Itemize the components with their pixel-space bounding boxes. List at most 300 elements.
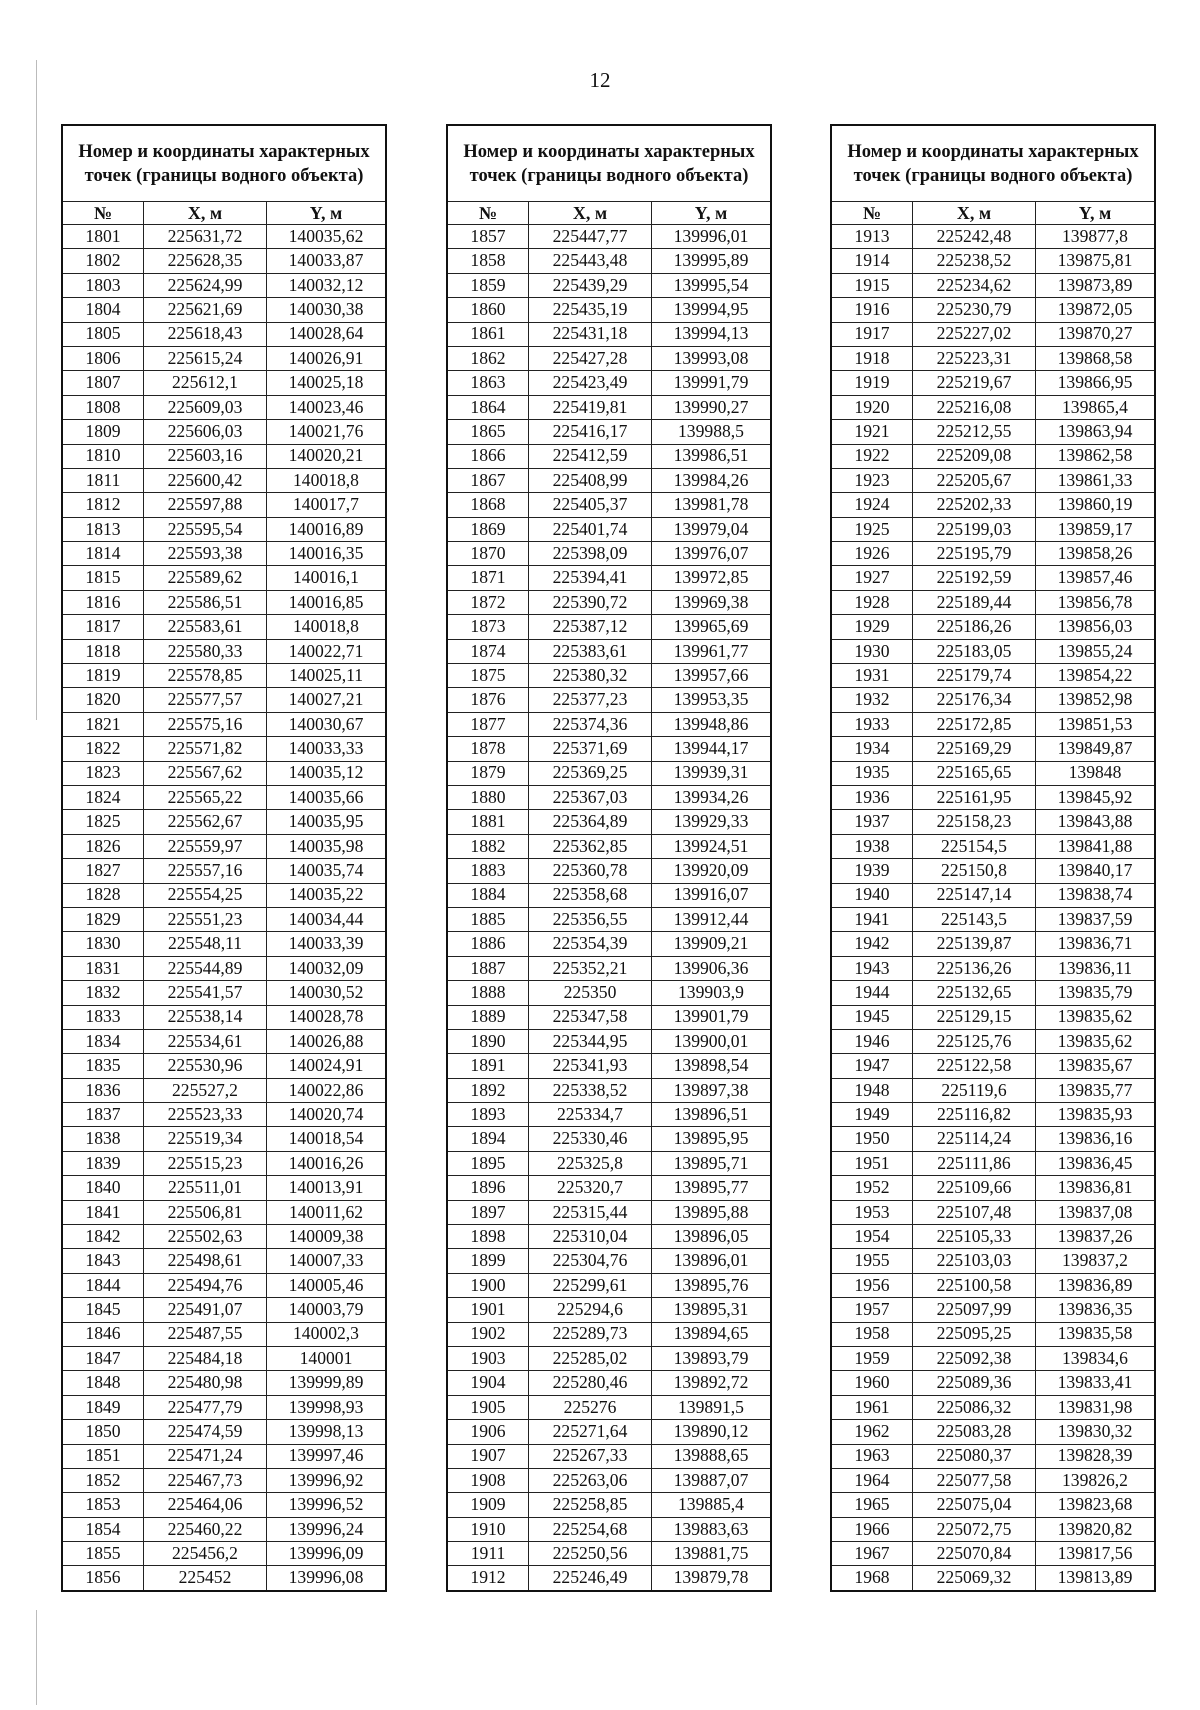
table-row: [447, 810, 771, 834]
y-coordinate-cell: 139912,44: [652, 907, 772, 931]
x-coordinate-cell: 225447,77: [529, 225, 652, 249]
point-number-cell: 1844: [62, 1273, 144, 1297]
x-coordinate-cell: 225341,93: [529, 1054, 652, 1078]
y-coordinate-cell: 139896,51: [652, 1103, 772, 1127]
point-number-cell: 1809: [62, 420, 144, 444]
point-number-cell: 1877: [447, 712, 529, 736]
x-coordinate-cell: 225330,46: [529, 1127, 652, 1151]
table-row: [831, 1200, 1155, 1224]
point-number-cell: 1825: [62, 810, 144, 834]
y-coordinate-cell: 139986,51: [652, 444, 772, 468]
y-coordinate-cell: 139957,66: [652, 664, 772, 688]
x-coordinate-cell: 225408,99: [529, 468, 652, 492]
point-number-cell: 1801: [62, 225, 144, 249]
point-number-cell: 1836: [62, 1078, 144, 1102]
column-header-number: №: [831, 202, 913, 225]
y-coordinate-cell: 140022,86: [267, 1078, 387, 1102]
point-number-cell: 1869: [447, 517, 529, 541]
table-row: [831, 834, 1155, 858]
scan-margin-line: [36, 60, 37, 720]
y-coordinate-cell: 139873,89: [1036, 273, 1156, 297]
table-row: [447, 664, 771, 688]
x-coordinate-cell: 225186,26: [913, 615, 1036, 639]
point-number-cell: 1852: [62, 1468, 144, 1492]
x-coordinate-cell: 225258,85: [529, 1493, 652, 1517]
column-header-y: Y, м: [267, 202, 387, 225]
y-coordinate-cell: 140035,62: [267, 225, 387, 249]
table-row: [831, 1298, 1155, 1322]
y-coordinate-cell: 140016,1: [267, 566, 387, 590]
coordinates-table-1: [61, 124, 387, 1592]
point-number-cell: 1882: [447, 834, 529, 858]
point-number-cell: 1880: [447, 785, 529, 809]
x-coordinate-cell: 225369,25: [529, 761, 652, 785]
point-number-cell: 1957: [831, 1298, 913, 1322]
table-row: [62, 444, 386, 468]
table-row: [831, 1103, 1155, 1127]
table-row: [831, 517, 1155, 541]
x-coordinate-cell: 225246,49: [529, 1566, 652, 1591]
x-coordinate-cell: 225597,88: [144, 493, 267, 517]
table-row: [62, 859, 386, 883]
table-row: [831, 249, 1155, 273]
table-row: [62, 1103, 386, 1127]
table-caption: Номер и координаты характерных точек (границы водного объекта): [447, 125, 771, 202]
y-coordinate-cell: 140018,8: [267, 468, 387, 492]
y-coordinate-cell: 140035,98: [267, 834, 387, 858]
table-row: [62, 1542, 386, 1566]
y-coordinate-cell: 139835,62: [1036, 1029, 1156, 1053]
y-coordinate-cell: 140027,21: [267, 688, 387, 712]
x-coordinate-cell: 225103,03: [913, 1249, 1036, 1273]
x-coordinate-cell: 225114,24: [913, 1127, 1036, 1151]
x-coordinate-cell: 225069,32: [913, 1566, 1036, 1591]
y-coordinate-cell: 139841,88: [1036, 834, 1156, 858]
point-number-cell: 1932: [831, 688, 913, 712]
table-row: [447, 1127, 771, 1151]
point-number-cell: 1820: [62, 688, 144, 712]
point-number-cell: 1812: [62, 493, 144, 517]
y-coordinate-cell: 139862,58: [1036, 444, 1156, 468]
x-coordinate-cell: 225567,62: [144, 761, 267, 785]
point-number-cell: 1905: [447, 1395, 529, 1419]
x-coordinate-cell: 225527,2: [144, 1078, 267, 1102]
table-row: [447, 249, 771, 273]
y-coordinate-cell: 139996,24: [267, 1517, 387, 1541]
x-coordinate-cell: 225086,32: [913, 1395, 1036, 1419]
y-coordinate-cell: 139996,01: [652, 225, 772, 249]
x-coordinate-cell: 225548,11: [144, 932, 267, 956]
table-row: [62, 785, 386, 809]
table-row: [62, 907, 386, 931]
table-row: [447, 273, 771, 297]
point-number-cell: 1887: [447, 956, 529, 980]
x-coordinate-cell: 225484,18: [144, 1346, 267, 1370]
y-coordinate-cell: 139896,01: [652, 1249, 772, 1273]
x-coordinate-cell: 225347,58: [529, 1005, 652, 1029]
table-row: [447, 1029, 771, 1053]
table-row: [831, 688, 1155, 712]
point-number-cell: 1903: [447, 1346, 529, 1370]
point-number-cell: 1926: [831, 542, 913, 566]
x-coordinate-cell: 225216,08: [913, 395, 1036, 419]
x-coordinate-cell: 225100,58: [913, 1273, 1036, 1297]
table-row: [447, 1493, 771, 1517]
point-number-cell: 1815: [62, 566, 144, 590]
point-number-cell: 1962: [831, 1420, 913, 1444]
y-coordinate-cell: 139892,72: [652, 1371, 772, 1395]
table-row: [447, 834, 771, 858]
table-row: [831, 1493, 1155, 1517]
table-caption: Номер и координаты характерных точек (границы водного объекта): [831, 125, 1155, 202]
table-row: [831, 956, 1155, 980]
table-row: [447, 688, 771, 712]
table-row: [62, 932, 386, 956]
y-coordinate-cell: 140032,09: [267, 956, 387, 980]
table-row: [62, 590, 386, 614]
x-coordinate-cell: 225362,85: [529, 834, 652, 858]
x-coordinate-cell: 225377,23: [529, 688, 652, 712]
y-coordinate-cell: 139836,11: [1036, 956, 1156, 980]
y-coordinate-cell: 139898,54: [652, 1054, 772, 1078]
x-coordinate-cell: 225498,61: [144, 1249, 267, 1273]
point-number-cell: 1958: [831, 1322, 913, 1346]
point-number-cell: 1908: [447, 1468, 529, 1492]
x-coordinate-cell: 225390,72: [529, 590, 652, 614]
y-coordinate-cell: 139861,33: [1036, 468, 1156, 492]
y-coordinate-cell: 139828,39: [1036, 1444, 1156, 1468]
column-header-x: X, м: [144, 202, 267, 225]
x-coordinate-cell: 225107,48: [913, 1200, 1036, 1224]
point-number-cell: 1870: [447, 542, 529, 566]
y-coordinate-cell: 139994,95: [652, 298, 772, 322]
y-coordinate-cell: 139887,07: [652, 1468, 772, 1492]
point-number-cell: 1883: [447, 859, 529, 883]
point-number-cell: 1947: [831, 1054, 913, 1078]
y-coordinate-cell: 139837,26: [1036, 1225, 1156, 1249]
point-number-cell: 1847: [62, 1346, 144, 1370]
x-coordinate-cell: 225618,43: [144, 322, 267, 346]
y-coordinate-cell: 139852,98: [1036, 688, 1156, 712]
point-number-cell: 1845: [62, 1298, 144, 1322]
point-number-cell: 1866: [447, 444, 529, 468]
point-number-cell: 1884: [447, 883, 529, 907]
y-coordinate-cell: 139879,78: [652, 1566, 772, 1591]
x-coordinate-cell: 225080,37: [913, 1444, 1036, 1468]
point-number-cell: 1931: [831, 664, 913, 688]
y-coordinate-cell: 139979,04: [652, 517, 772, 541]
x-coordinate-cell: 225158,23: [913, 810, 1036, 834]
point-number-cell: 1907: [447, 1444, 529, 1468]
point-number-cell: 1964: [831, 1468, 913, 1492]
x-coordinate-cell: 225116,82: [913, 1103, 1036, 1127]
point-number-cell: 1955: [831, 1249, 913, 1273]
table-row: [62, 883, 386, 907]
x-coordinate-cell: 225119,6: [913, 1078, 1036, 1102]
x-coordinate-cell: 225452: [144, 1566, 267, 1591]
y-coordinate-cell: 140028,78: [267, 1005, 387, 1029]
x-coordinate-cell: 225551,23: [144, 907, 267, 931]
point-number-cell: 1917: [831, 322, 913, 346]
x-coordinate-cell: 225199,03: [913, 517, 1036, 541]
table-row: [447, 1078, 771, 1102]
y-coordinate-cell: 139996,09: [267, 1542, 387, 1566]
x-coordinate-cell: 225172,85: [913, 712, 1036, 736]
y-coordinate-cell: 139895,76: [652, 1273, 772, 1297]
table-row: [831, 225, 1155, 249]
y-coordinate-cell: 139835,93: [1036, 1103, 1156, 1127]
y-coordinate-cell: 140033,87: [267, 249, 387, 273]
point-number-cell: 1901: [447, 1298, 529, 1322]
table-row: [831, 1054, 1155, 1078]
x-coordinate-cell: 225095,25: [913, 1322, 1036, 1346]
x-coordinate-cell: 225480,98: [144, 1371, 267, 1395]
x-coordinate-cell: 225209,08: [913, 444, 1036, 468]
point-number-cell: 1894: [447, 1127, 529, 1151]
y-coordinate-cell: 139837,59: [1036, 907, 1156, 931]
table-row: [447, 1249, 771, 1273]
x-coordinate-cell: 225494,76: [144, 1273, 267, 1297]
table-row: [62, 1249, 386, 1273]
x-coordinate-cell: 225439,29: [529, 273, 652, 297]
y-coordinate-cell: 139929,33: [652, 810, 772, 834]
table-row: [62, 395, 386, 419]
table-row: [447, 1566, 771, 1591]
x-coordinate-cell: 225427,28: [529, 346, 652, 370]
point-number-cell: 1857: [447, 225, 529, 249]
point-number-cell: 1885: [447, 907, 529, 931]
y-coordinate-cell: 140018,54: [267, 1127, 387, 1151]
x-coordinate-cell: 225161,95: [913, 785, 1036, 809]
point-number-cell: 1860: [447, 298, 529, 322]
x-coordinate-cell: 225593,38: [144, 542, 267, 566]
x-coordinate-cell: 225219,67: [913, 371, 1036, 395]
point-number-cell: 1835: [62, 1054, 144, 1078]
x-coordinate-cell: 225467,73: [144, 1468, 267, 1492]
x-coordinate-cell: 225583,61: [144, 615, 267, 639]
y-coordinate-cell: 139920,09: [652, 859, 772, 883]
table-row: [447, 883, 771, 907]
point-number-cell: 1867: [447, 468, 529, 492]
x-coordinate-cell: 225139,87: [913, 932, 1036, 956]
table-row: [831, 859, 1155, 883]
point-number-cell: 1802: [62, 249, 144, 273]
point-number-cell: 1840: [62, 1176, 144, 1200]
y-coordinate-cell: 140030,38: [267, 298, 387, 322]
table-row: [62, 1298, 386, 1322]
table-row: [831, 810, 1155, 834]
y-coordinate-cell: 139836,89: [1036, 1273, 1156, 1297]
x-coordinate-cell: 225304,76: [529, 1249, 652, 1273]
point-number-cell: 1954: [831, 1225, 913, 1249]
table-row: [831, 371, 1155, 395]
point-number-cell: 1853: [62, 1493, 144, 1517]
y-coordinate-cell: 139890,12: [652, 1420, 772, 1444]
table-row: [831, 1420, 1155, 1444]
x-coordinate-cell: 225072,75: [913, 1517, 1036, 1541]
table-row: [447, 785, 771, 809]
x-coordinate-cell: 225250,56: [529, 1542, 652, 1566]
x-coordinate-cell: 225350: [529, 981, 652, 1005]
point-number-cell: 1876: [447, 688, 529, 712]
y-coordinate-cell: 139835,67: [1036, 1054, 1156, 1078]
x-coordinate-cell: 225097,99: [913, 1298, 1036, 1322]
point-number-cell: 1858: [447, 249, 529, 273]
table-row: [831, 737, 1155, 761]
x-coordinate-cell: 225310,04: [529, 1225, 652, 1249]
point-number-cell: 1868: [447, 493, 529, 517]
table-row: [831, 1346, 1155, 1370]
table-row: [447, 1176, 771, 1200]
x-coordinate-cell: 225352,21: [529, 956, 652, 980]
point-number-cell: 1873: [447, 615, 529, 639]
table-row: [447, 1517, 771, 1541]
table-row: [447, 737, 771, 761]
x-coordinate-cell: 225227,02: [913, 322, 1036, 346]
y-coordinate-cell: 139896,05: [652, 1225, 772, 1249]
table-row: [62, 566, 386, 590]
point-number-cell: 1804: [62, 298, 144, 322]
table-row: [62, 712, 386, 736]
x-coordinate-cell: 225334,7: [529, 1103, 652, 1127]
table-row: [62, 1200, 386, 1224]
table-row: [447, 1420, 771, 1444]
point-number-cell: 1850: [62, 1420, 144, 1444]
x-coordinate-cell: 225416,17: [529, 420, 652, 444]
point-number-cell: 1963: [831, 1444, 913, 1468]
x-coordinate-cell: 225464,06: [144, 1493, 267, 1517]
y-coordinate-cell: 139924,51: [652, 834, 772, 858]
table-row: [62, 298, 386, 322]
y-coordinate-cell: 140025,11: [267, 664, 387, 688]
point-number-cell: 1893: [447, 1103, 529, 1127]
x-coordinate-cell: 225575,16: [144, 712, 267, 736]
y-coordinate-cell: 139860,19: [1036, 493, 1156, 517]
table-row: [831, 1566, 1155, 1591]
table-row: [62, 737, 386, 761]
column-header-x: X, м: [529, 202, 652, 225]
x-coordinate-cell: 225356,55: [529, 907, 652, 931]
x-coordinate-cell: 225589,62: [144, 566, 267, 590]
x-coordinate-cell: 225147,14: [913, 883, 1036, 907]
table-row: [831, 322, 1155, 346]
y-coordinate-cell: 140011,62: [267, 1200, 387, 1224]
point-number-cell: 1807: [62, 371, 144, 395]
point-number-cell: 1934: [831, 737, 913, 761]
y-coordinate-cell: 139849,87: [1036, 737, 1156, 761]
table-row: [62, 1029, 386, 1053]
point-number-cell: 1854: [62, 1517, 144, 1541]
column-header-number: №: [62, 202, 144, 225]
point-number-cell: 1818: [62, 639, 144, 663]
x-coordinate-cell: 225387,12: [529, 615, 652, 639]
table-row: [62, 1468, 386, 1492]
y-coordinate-cell: 139858,26: [1036, 542, 1156, 566]
table-row: [831, 298, 1155, 322]
y-coordinate-cell: 139872,05: [1036, 298, 1156, 322]
x-coordinate-cell: 225371,69: [529, 737, 652, 761]
point-number-cell: 1837: [62, 1103, 144, 1127]
x-coordinate-cell: 225083,28: [913, 1420, 1036, 1444]
table-row: [447, 981, 771, 1005]
table-row: [447, 712, 771, 736]
y-coordinate-cell: 139831,98: [1036, 1395, 1156, 1419]
x-coordinate-cell: 225169,29: [913, 737, 1036, 761]
y-coordinate-cell: 140002,3: [267, 1322, 387, 1346]
table-row: [62, 249, 386, 273]
x-coordinate-cell: 225223,31: [913, 346, 1036, 370]
y-coordinate-cell: 139856,03: [1036, 615, 1156, 639]
y-coordinate-cell: 139856,78: [1036, 590, 1156, 614]
y-coordinate-cell: 139999,89: [267, 1371, 387, 1395]
x-coordinate-cell: 225631,72: [144, 225, 267, 249]
y-coordinate-cell: 139988,5: [652, 420, 772, 444]
x-coordinate-cell: 225150,8: [913, 859, 1036, 883]
table-row: [447, 395, 771, 419]
point-number-cell: 1946: [831, 1029, 913, 1053]
x-coordinate-cell: 225132,65: [913, 981, 1036, 1005]
table-row: [831, 493, 1155, 517]
x-coordinate-cell: 225628,35: [144, 249, 267, 273]
point-number-cell: 1890: [447, 1029, 529, 1053]
y-coordinate-cell: 139897,38: [652, 1078, 772, 1102]
table-row: [447, 420, 771, 444]
x-coordinate-cell: 225254,68: [529, 1517, 652, 1541]
point-number-cell: 1817: [62, 615, 144, 639]
x-coordinate-cell: 225129,15: [913, 1005, 1036, 1029]
x-coordinate-cell: 225609,03: [144, 395, 267, 419]
table-row: [62, 322, 386, 346]
y-coordinate-cell: 139865,4: [1036, 395, 1156, 419]
x-coordinate-cell: 225143,5: [913, 907, 1036, 931]
x-coordinate-cell: 225487,55: [144, 1322, 267, 1346]
y-coordinate-cell: 140018,8: [267, 615, 387, 639]
table-row: [831, 1371, 1155, 1395]
y-coordinate-cell: 139991,79: [652, 371, 772, 395]
table-row: [831, 468, 1155, 492]
y-coordinate-cell: 139888,65: [652, 1444, 772, 1468]
point-number-cell: 1939: [831, 859, 913, 883]
table-row: [447, 566, 771, 590]
y-coordinate-cell: 139990,27: [652, 395, 772, 419]
table-row: [62, 981, 386, 1005]
y-coordinate-cell: 140035,74: [267, 859, 387, 883]
table-row: [831, 1127, 1155, 1151]
y-coordinate-cell: 139875,81: [1036, 249, 1156, 273]
x-coordinate-cell: 225586,51: [144, 590, 267, 614]
point-number-cell: 1851: [62, 1444, 144, 1468]
point-number-cell: 1935: [831, 761, 913, 785]
x-coordinate-cell: 225360,78: [529, 859, 652, 883]
y-coordinate-cell: 139998,93: [267, 1395, 387, 1419]
y-coordinate-cell: 139901,79: [652, 1005, 772, 1029]
y-coordinate-cell: 140025,18: [267, 371, 387, 395]
table-row: [447, 298, 771, 322]
x-coordinate-cell: 225202,33: [913, 493, 1036, 517]
y-coordinate-cell: 139835,79: [1036, 981, 1156, 1005]
x-coordinate-cell: 225267,33: [529, 1444, 652, 1468]
y-coordinate-cell: 139906,36: [652, 956, 772, 980]
x-coordinate-cell: 225125,76: [913, 1029, 1036, 1053]
y-coordinate-cell: 139835,62: [1036, 1005, 1156, 1029]
x-coordinate-cell: 225242,48: [913, 225, 1036, 249]
table-row: [447, 1005, 771, 1029]
table-row: [831, 1517, 1155, 1541]
table-row: [447, 1468, 771, 1492]
table-row: [62, 1225, 386, 1249]
y-coordinate-cell: 139835,77: [1036, 1078, 1156, 1102]
y-coordinate-cell: 140001: [267, 1346, 387, 1370]
